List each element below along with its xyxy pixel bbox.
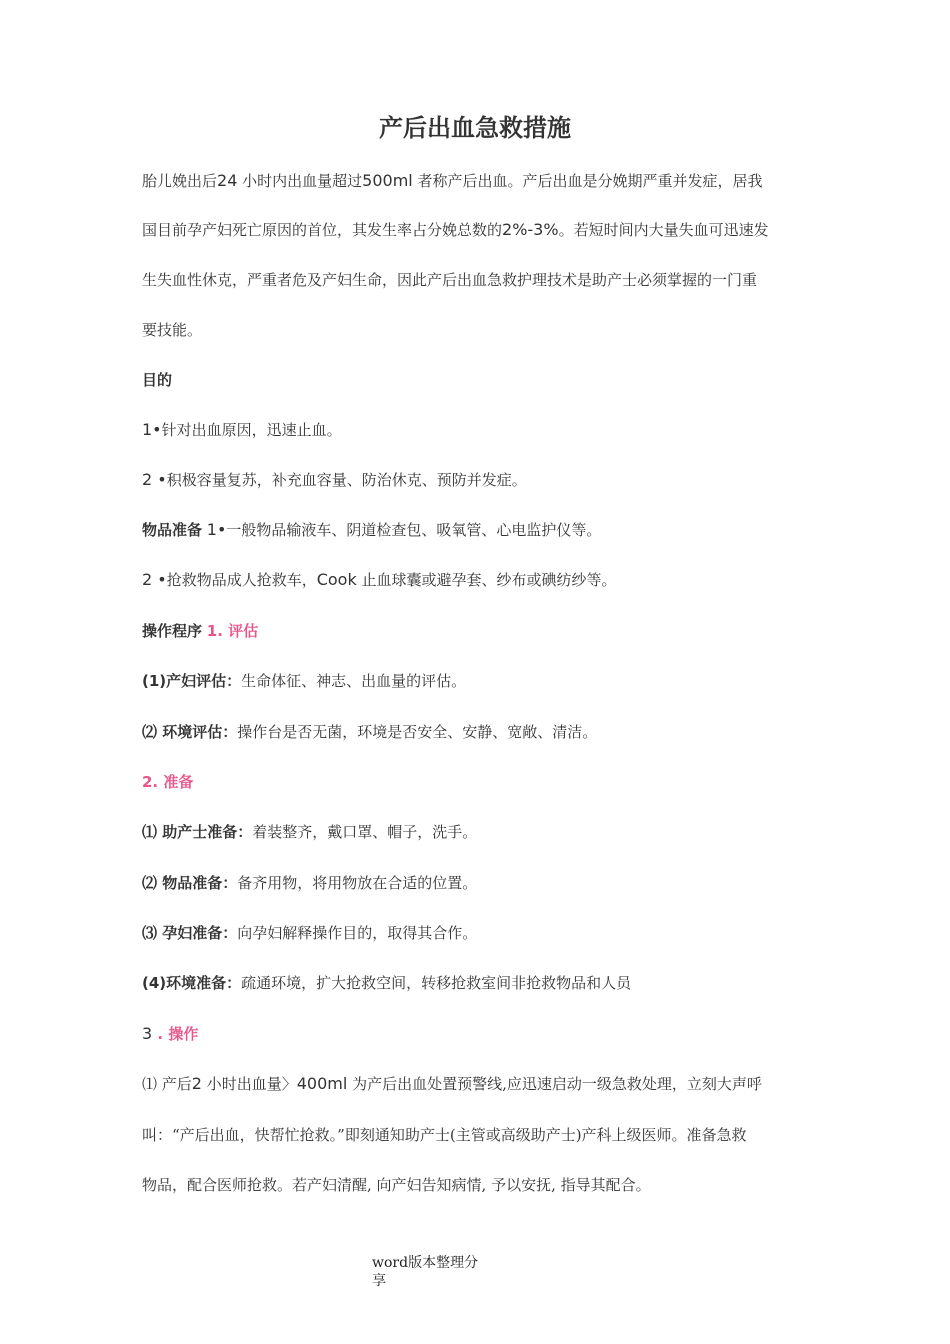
intro-text: 者称产后出血。产后出血是分娩期严重并发症，居我 [412,172,763,190]
page-title: 产后出血急救措施 [379,114,571,142]
intro-line-3: 生失血性休克，严重者危及产妇生命，因此产后出血急救护理技术是助产士必须掌握的一门重 [142,271,758,289]
intro-number: 2%-3% [502,220,559,239]
intro-line-4: 要技能。 [142,321,203,339]
item-text: 着装整齐，戴口罩、帽子，洗手。 [252,823,478,841]
item-text: 针对出血原因，迅速止血。 [161,421,342,439]
intro-text: 。若短时间内大量失血可迅速发 [558,221,769,239]
supplies-item-1 [142,519,822,541]
operation-line-3: 物品，配合医师抢救。若产妇清醒, 向产妇告知病情, 予以安抚, 指导其配合。 [142,1176,651,1194]
page-footer: word版本整理分享 [372,1255,479,1289]
item-text: 积极容量复苏，补充血容量、防治休克、预防并发症。 [166,471,527,489]
prep-item-3 [142,922,822,944]
intro-line-2 [142,219,822,241]
assess-item-1 [142,670,822,692]
item-label: ⑵ 环境评估： [142,723,238,741]
item-text: 操作台是否无菌，环境是否安全、安静、宽敞、清洁。 [237,723,598,741]
step-3-heading [142,1023,822,1045]
prep-item-2 [142,872,822,894]
item-text: 一般物品输液车、阴道检查包、吸氧管、心电监护仪等。 [226,521,602,539]
intro-number: 24 [217,171,238,190]
step-number: 3 [142,1024,153,1043]
item-text: 疏通环境，扩大抢救空间，转移抢救室间非抢救物品和人员 [241,974,632,992]
brand-name: Cook [316,570,357,589]
operation-line-2: 叫：“产后出血，快帮忙抢救。”即刻通知助产士(主管或高级助产士)产科上级医师。准备急救 [142,1126,747,1144]
purpose-item-1 [142,419,822,441]
step-2-heading [142,771,822,793]
item-label: ⑴ 助产士准备： [142,823,253,841]
item-text: 备齐用物，将用物放在合适的位置。 [237,874,478,892]
item-text: 止血球囊或避孕套、纱布或碘纺纱等。 [356,571,617,589]
item-label: (1)产妇评估： [142,672,242,690]
section-heading: 目的 [142,371,173,389]
item-label: ⑵ 物品准备： [142,874,238,892]
item-label: ⑶ 孕妇准备： [142,924,238,942]
procedure-heading [142,620,822,642]
section-heading: 操作程序 [142,622,203,640]
step-heading: 2. 准备 [142,773,194,791]
purpose-item-2 [142,469,822,491]
item-text: ⑴ 产后 [142,1075,192,1093]
intro-text: 胎儿娩出后 [142,172,218,190]
item-number: 2 [191,1074,202,1093]
step-heading: 1. 评估 [206,622,259,640]
section-heading: 物品准备 [142,521,203,539]
item-text: 为产后出血处置预警线,应迅速启动一级急救处理，立刻大声呼 [347,1075,762,1093]
item-number: 2 • [142,470,167,489]
item-number: 400ml [296,1074,348,1093]
intro-text: 国目前孕产妇死亡原因的首位，其发生率占分娩总数的 [142,221,503,239]
intro-number: 500ml [362,171,413,190]
supplies-item-2 [142,569,822,591]
item-number: 2 • [142,570,167,589]
assess-item-2 [142,721,822,743]
prep-item-1 [142,821,822,843]
item-text: 抢救物品成人抢救车， [166,571,317,589]
item-text: 生命体征、神志、出血量的评估。 [241,672,467,690]
item-number: 1• [206,520,227,539]
operation-line-1 [142,1073,822,1095]
item-text: 小时出血量〉 [201,1075,297,1093]
item-label: (4)环境准备： [142,974,242,992]
item-text: 向孕妇解释操作目的，取得其合作。 [237,924,478,942]
prep-item-4 [142,972,822,994]
item-number: 1• [142,420,162,439]
intro-text: 小时内出血量超过 [237,172,363,190]
step-heading: . 操作 [152,1025,199,1043]
purpose-heading [142,369,822,391]
intro-line-1 [142,170,822,192]
